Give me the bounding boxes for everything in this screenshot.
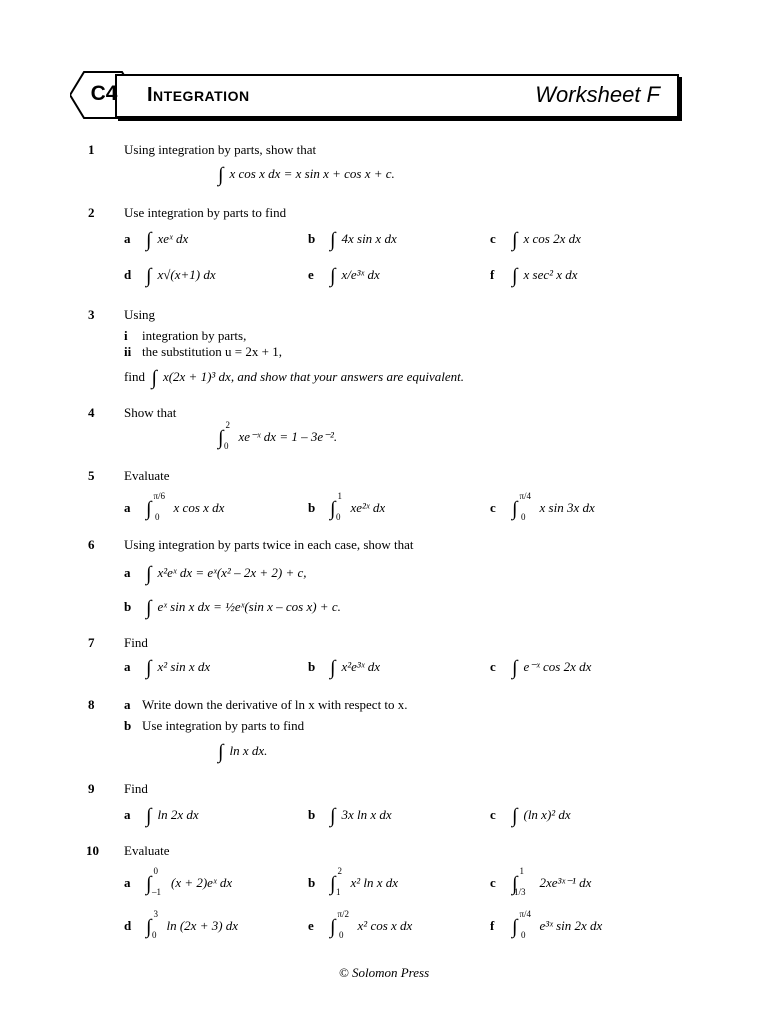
math-expression: x cos x dx xyxy=(173,500,225,515)
question-number: 2 xyxy=(88,205,95,220)
part-label: c xyxy=(490,659,496,674)
question-text: Evaluate xyxy=(124,843,170,858)
part-label: a xyxy=(124,500,131,515)
part-label: b xyxy=(308,659,316,674)
integral-sign-icon: ∫ xyxy=(330,916,336,938)
upper-limit: 2 xyxy=(225,419,230,430)
question-text: Using integration by parts, show that xyxy=(124,142,317,157)
question-part xyxy=(124,718,304,734)
part-label: b xyxy=(308,807,316,822)
integral-sign-icon: ∫ xyxy=(330,265,336,287)
question-part xyxy=(308,805,392,828)
integral-sign-icon: ∫ xyxy=(146,657,152,679)
part-label: e xyxy=(308,267,314,282)
part-label: d xyxy=(124,918,132,933)
math-expression: x(2x + 1)³ dx, and show that your answers are equivalent. xyxy=(162,369,464,384)
math-expression: ln x dx. xyxy=(229,743,268,758)
integral-sign-icon: ∫ xyxy=(146,265,152,287)
question-part xyxy=(218,419,338,451)
integral-sign-icon: ∫ xyxy=(146,916,152,938)
math-expression: xeˣ dx xyxy=(157,231,189,246)
question-number: 6 xyxy=(88,537,95,552)
integral-sign-icon: ∫ xyxy=(146,229,152,251)
upper-limit: 0 xyxy=(153,865,158,876)
question-part xyxy=(124,265,216,288)
part-label: c xyxy=(490,807,496,822)
part-label: a xyxy=(124,231,131,246)
math-expression: ln (2x + 3) dx xyxy=(166,918,239,933)
worksheet-header xyxy=(70,70,680,120)
math-expression: (ln x)² dx xyxy=(523,807,571,822)
question-part xyxy=(490,805,571,828)
part-label: ii xyxy=(124,344,132,359)
question-part xyxy=(124,328,246,344)
math-expression: xe⁻ˣ dx = 1 – 3e⁻². xyxy=(238,429,338,444)
lower-limit: 0 xyxy=(223,440,229,451)
question-text: Use integration by parts to find xyxy=(124,205,287,220)
lower-limit: 1/3 xyxy=(513,886,526,897)
question-text: Find xyxy=(124,635,148,650)
lower-limit: 0 xyxy=(155,511,160,522)
integral-sign-icon: ∫ xyxy=(218,164,224,186)
question-part xyxy=(490,865,592,897)
upper-limit: 1 xyxy=(337,490,342,501)
question-part xyxy=(218,164,395,187)
part-label: a xyxy=(124,807,131,822)
part-label: b xyxy=(124,599,132,614)
math-expression: (x + 2)eˣ dx xyxy=(170,875,233,890)
math-expression: x cos x dx = x sin x + cos x + c. xyxy=(229,166,395,181)
math-expression: find xyxy=(124,369,145,384)
question-text: Using integration by parts twice in each case, show that xyxy=(124,537,414,552)
part-label: a xyxy=(124,565,131,580)
math-expression: Use integration by parts to find xyxy=(142,718,305,733)
integral-sign-icon: ∫ xyxy=(512,916,518,938)
math-expression: x² cos x dx xyxy=(357,918,413,933)
math-expression: x²eˣ dx = eˣ(x² – 2x + 2) + c, xyxy=(157,565,307,580)
integral-sign-icon: ∫ xyxy=(512,805,518,827)
part-label: i xyxy=(124,328,128,343)
question-text: Using xyxy=(124,307,156,322)
integral-sign-icon: ∫ xyxy=(146,597,152,619)
integral-sign-icon: ∫ xyxy=(151,367,157,389)
part-label: f xyxy=(490,918,495,933)
question-number: 4 xyxy=(88,405,95,420)
integral-sign-icon: ∫ xyxy=(330,229,336,251)
math-expression: the substitution u = 2x + 1, xyxy=(142,344,282,359)
part-label: d xyxy=(124,267,132,282)
math-expression: x sin 3x dx xyxy=(539,500,595,515)
upper-limit: 3 xyxy=(153,908,158,919)
math-expression: integration by parts, xyxy=(142,328,247,343)
question-text: Find xyxy=(124,781,148,796)
question-part xyxy=(124,908,239,940)
integral-sign-icon: ∫ xyxy=(512,873,518,895)
question-part xyxy=(124,563,306,586)
question-part xyxy=(308,490,386,522)
math-expression: x√(x+1) dx xyxy=(157,267,216,282)
part-label: a xyxy=(124,659,131,674)
question-text: Evaluate xyxy=(124,468,170,483)
integral-sign-icon: ∫ xyxy=(146,498,152,520)
lower-limit: 0 xyxy=(521,929,526,940)
integral-sign-icon: ∫ xyxy=(330,498,336,520)
module-code: C4 xyxy=(90,82,118,105)
part-label: c xyxy=(490,875,496,890)
part-label: b xyxy=(308,500,316,515)
part-label: c xyxy=(490,500,496,515)
math-expression: 2xe³ˣ⁻¹ dx xyxy=(539,875,592,890)
question-part xyxy=(490,265,578,288)
part-label: a xyxy=(124,697,131,712)
part-label: b xyxy=(124,718,132,733)
upper-limit: 1 xyxy=(519,865,524,876)
integral-sign-icon: ∫ xyxy=(512,265,518,287)
part-label: f xyxy=(490,267,495,282)
question-number: 8 xyxy=(88,697,95,712)
math-expression: e³ˣ sin 2x dx xyxy=(539,918,603,933)
math-expression: x²e³ˣ dx xyxy=(341,659,381,674)
math-expression: eˣ sin x dx = ½eˣ(sin x – cos x) + c. xyxy=(157,599,341,614)
question-text: Show that xyxy=(124,405,177,420)
question-part xyxy=(218,741,267,764)
part-label: e xyxy=(308,918,314,933)
upper-limit: π/4 xyxy=(519,490,532,501)
question-part xyxy=(490,657,591,680)
lower-limit: 0 xyxy=(521,511,526,522)
question-part xyxy=(124,865,233,897)
question-number: 5 xyxy=(88,468,95,483)
math-expression: xe²ˣ dx xyxy=(350,500,386,515)
footer-copyright: © Solomon Press xyxy=(338,965,430,980)
question-part xyxy=(308,865,399,897)
lower-limit: –1 xyxy=(151,886,161,897)
question-number: 3 xyxy=(88,307,95,322)
integral-sign-icon: ∫ xyxy=(330,873,336,895)
part-label: b xyxy=(308,875,316,890)
part-label: b xyxy=(308,231,316,246)
question-part xyxy=(124,597,341,620)
math-expression: e⁻ˣ cos 2x dx xyxy=(523,659,592,674)
math-expression: Write down the derivative of ln x with respect to x. xyxy=(142,697,408,712)
integral-sign-icon: ∫ xyxy=(146,873,152,895)
question-number: 10 xyxy=(86,843,99,858)
math-expression: x² ln x dx xyxy=(350,875,399,890)
question-part xyxy=(308,657,380,680)
math-expression: ln 2x dx xyxy=(157,807,199,822)
question-part xyxy=(308,265,380,288)
question-part xyxy=(124,697,408,713)
question-part xyxy=(124,344,282,360)
integral-sign-icon: ∫ xyxy=(512,498,518,520)
integral-sign-icon: ∫ xyxy=(330,657,336,679)
question-part xyxy=(124,805,199,828)
integral-sign-icon: ∫ xyxy=(512,657,518,679)
question-number: 7 xyxy=(88,635,95,650)
question-part xyxy=(308,229,397,252)
part-label: c xyxy=(490,231,496,246)
question-part xyxy=(124,657,210,680)
math-expression: x sec² x dx xyxy=(523,267,578,282)
upper-limit: π/6 xyxy=(153,490,166,501)
integral-sign-icon: ∫ xyxy=(146,805,152,827)
worksheet-label: Worksheet F xyxy=(535,82,660,107)
lower-limit: 1 xyxy=(335,886,341,897)
lower-limit: 0 xyxy=(151,929,157,940)
question-part xyxy=(124,229,188,252)
integral-sign-icon: ∫ xyxy=(330,805,336,827)
lower-limit: 0 xyxy=(339,929,344,940)
part-label: a xyxy=(124,875,131,890)
question-part xyxy=(124,367,464,390)
math-expression: x² sin x dx xyxy=(157,659,211,674)
math-expression: x cos 2x dx xyxy=(523,231,581,246)
lower-limit: 0 xyxy=(335,511,341,522)
integral-sign-icon: ∫ xyxy=(218,427,224,449)
integral-sign-icon: ∫ xyxy=(146,563,152,585)
integral-sign-icon: ∫ xyxy=(218,741,224,763)
question-part xyxy=(490,229,581,252)
page-title: Integration xyxy=(147,84,250,106)
question-number: 9 xyxy=(88,781,95,796)
integral-sign-icon: ∫ xyxy=(512,229,518,251)
upper-limit: 2 xyxy=(337,865,342,876)
upper-limit: π/4 xyxy=(519,908,532,919)
upper-limit: π/2 xyxy=(337,908,350,919)
question-number: 1 xyxy=(88,142,95,157)
math-expression: 4x sin x dx xyxy=(341,231,397,246)
math-expression: 3x ln x dx xyxy=(341,807,392,822)
math-expression: x/e³ˣ dx xyxy=(341,267,380,282)
